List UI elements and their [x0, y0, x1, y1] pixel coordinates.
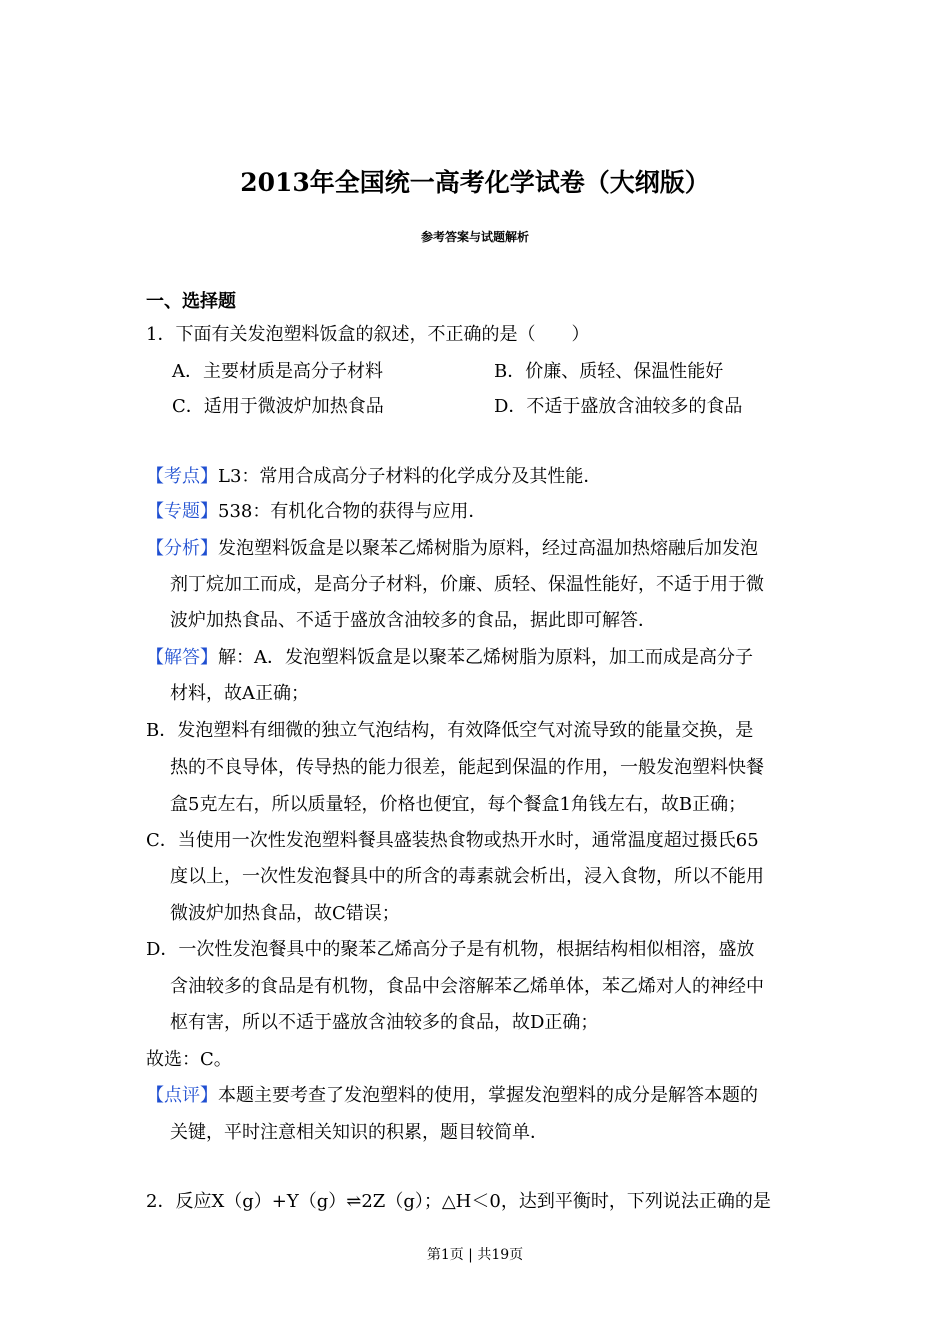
question-1-stem: 1．下面有关发泡塑料饭盒的叙述，不正确的是（ ）	[146, 324, 590, 345]
fenxi-text: 发泡塑料饭盒是以聚苯乙烯树脂为原料，经过高温加热熔融后加发泡	[218, 538, 758, 559]
kaodian-line	[146, 464, 601, 490]
fenxi-line-1	[146, 536, 758, 562]
dianping-line-1	[146, 1083, 758, 1109]
fenxi-line-2: 剂丁烷加工而成，是高分子材料，价廉、质轻、保温性能好，不适于用于微	[170, 574, 764, 595]
b-line-2: 热的不良导体，传导热的能力很差，能起到保温的作用，一般发泡塑料快餐	[170, 757, 764, 778]
question-2-stem: 2．反应X（g）+Y（g）⇌2Z（g）；△H＜0，达到平衡时，下列说法正确的是	[146, 1191, 771, 1212]
d-line-2: 含油较多的食品是有机物，食品中会溶解苯乙烯单体，苯乙烯对人的神经中	[170, 976, 764, 997]
exam-title: 2013年全国统一高考化学试卷（大纲版）	[240, 168, 710, 197]
jieda-line-1	[146, 645, 753, 671]
answer-line: 故选：C。	[146, 1049, 232, 1070]
dianping-line-2: 关键，平时注意相关知识的积累，题目较简单．	[170, 1122, 548, 1143]
option-c: C．适用于微波炉加热食品	[172, 396, 384, 417]
zhuanti-line	[146, 499, 486, 525]
d-line-3: 枢有害，所以不适于盛放含油较多的食品，故D正确；	[170, 1012, 599, 1033]
page-footer: 第1页 | 共19页	[426, 1247, 524, 1263]
fenxi-line-3: 波炉加热食品、不适于盛放含油较多的食品，据此即可解答．	[170, 610, 656, 631]
fenxi-tag: 【分析】	[146, 538, 218, 559]
b-line-3: 盒5克左右，所以质量轻，价格也便宜，每个餐盒1角钱左右，故B正确；	[170, 794, 747, 815]
option-a: A．主要材质是高分子材料	[172, 361, 383, 382]
b-line-1: B．发泡塑料有细微的独立气泡结构，有效降低空气对流导致的能量交换，是	[146, 720, 754, 741]
jieda-line-2: 材料，故A正确；	[170, 683, 309, 704]
c-line-3: 微波炉加热食品，故C错误；	[170, 903, 400, 924]
dianping-tag: 【点评】	[146, 1085, 218, 1106]
c-line-1: C．当使用一次性发泡塑料餐具盛装热食物或热开水时，通常温度超过摄氏65	[146, 830, 759, 851]
exam-subtitle: 参考答案与试题解析	[420, 230, 529, 244]
zhuanti-tag: 【专题】	[146, 501, 218, 522]
option-d: D．不适于盛放含油较多的食品	[494, 396, 743, 417]
jieda-text: 解：A．发泡塑料饭盒是以聚苯乙烯树脂为原料，加工而成是高分子	[218, 647, 753, 668]
section-heading: 一、选择题	[146, 291, 236, 312]
c-line-2: 度以上，一次性发泡餐具中的所含的毒素就会析出，浸入食物，所以不能用	[170, 866, 764, 887]
jieda-tag: 【解答】	[146, 647, 218, 668]
kaodian-text: L3：常用合成高分子材料的化学成分及其性能．	[218, 466, 602, 487]
d-line-1: D．一次性发泡餐具中的聚苯乙烯高分子是有机物，根据结构相似相溶，盛放	[146, 939, 755, 960]
zhuanti-text: 538：有机化合物的获得与应用．	[218, 501, 487, 522]
option-b: B．价廉、质轻、保温性能好	[494, 361, 724, 382]
kaodian-tag: 【考点】	[146, 466, 218, 487]
dianping-text: 本题主要考查了发泡塑料的使用，掌握发泡塑料的成分是解答本题的	[218, 1085, 758, 1106]
